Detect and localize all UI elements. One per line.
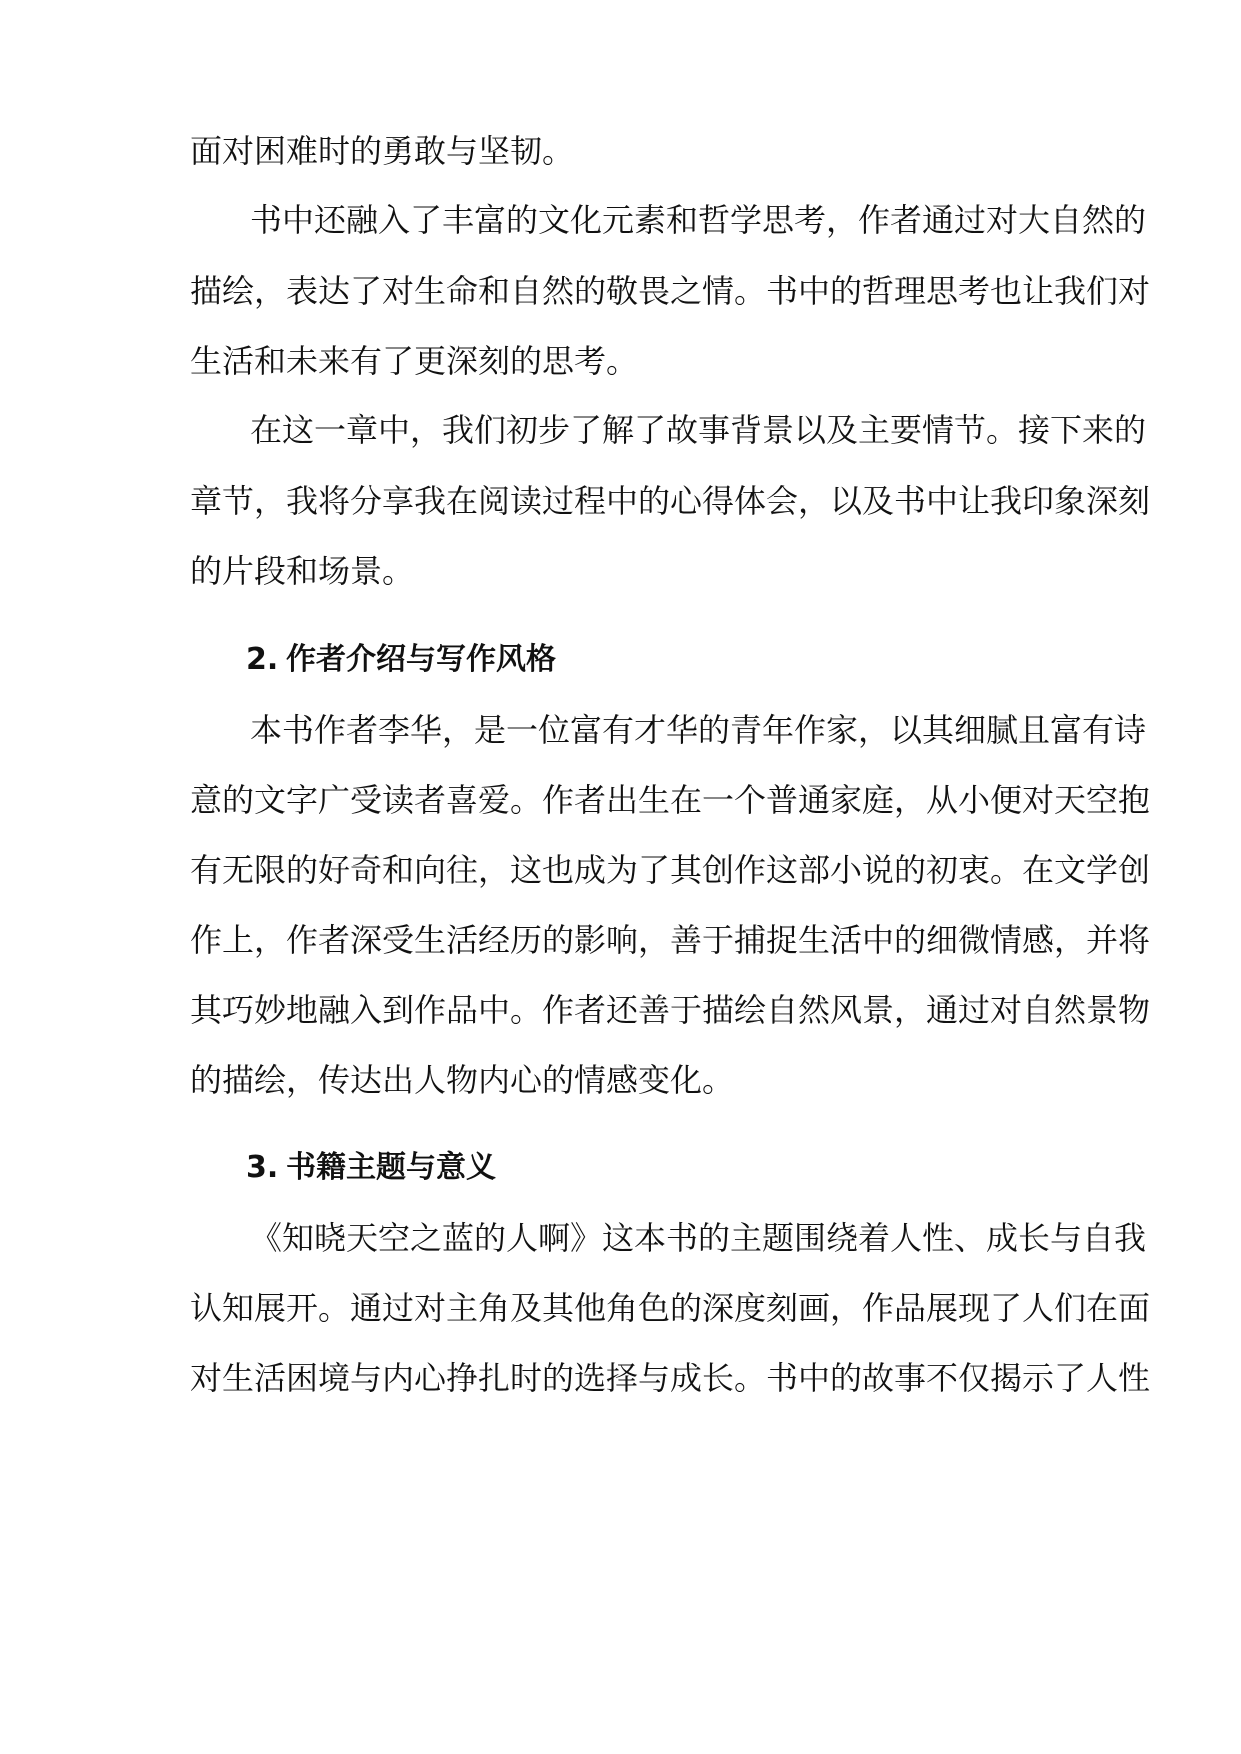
paragraph-line: 意的文字广受读者喜爱。作者出生在一个普通家庭，从小便对天空抱 — [190, 781, 1151, 819]
paragraph-line: 对生活困境与内心挣扎时的选择与成长。书中的故事不仅揭示了人性 — [190, 1359, 1151, 1397]
paragraph-line: 作上，作者深受生活经历的影响，善于捕捉生活中的细微情感，并将 — [190, 921, 1151, 959]
paragraph-line: 描绘，表达了对生命和自然的敬畏之情。书中的哲理思考也让我们对 — [190, 272, 1151, 310]
section-number: 3. — [246, 1150, 279, 1185]
paragraph-line: 本书作者李华，是一位富有才华的青年作家，以其细腻且富有诗 — [250, 711, 1147, 749]
paragraph-line: 的描绘，传达出人物内心的情感变化。 — [190, 1061, 735, 1099]
section-title: 作者介绍与写作风格 — [286, 642, 556, 677]
section-number: 2. — [246, 642, 279, 677]
section-title: 书籍主题与意义 — [286, 1150, 496, 1185]
paragraph-line: 书中还融入了丰富的文化元素和哲学思考，作者通过对大自然的 — [250, 201, 1147, 239]
paragraph-line: 的片段和场景。 — [190, 552, 415, 590]
paragraph-line: 有无限的好奇和向往，这也成为了其创作这部小说的初衷。在文学创 — [190, 851, 1151, 889]
paragraph-line: 章节，我将分享我在阅读过程中的心得体会，以及书中让我印象深刻 — [190, 482, 1151, 520]
paragraph-line: 其巧妙地融入到作品中。作者还善于描绘自然风景，通过对自然景物 — [190, 991, 1151, 1029]
section-heading-author — [246, 640, 556, 680]
paragraph-line: 认知展开。通过对主角及其他角色的深度刻画，作品展现了人们在面 — [190, 1289, 1151, 1327]
paragraph-line: 面对困难时的勇敢与坚韧。 — [190, 132, 575, 170]
paragraph-line: 在这一章中，我们初步了解了故事背景以及主要情节。接下来的 — [250, 411, 1147, 449]
paragraph-line: 生活和未来有了更深刻的思考。 — [190, 342, 639, 380]
section-heading-theme — [246, 1148, 496, 1188]
paragraph-line: 《知晓天空之蓝的人啊》这本书的主题围绕着人性、成长与自我 — [250, 1219, 1147, 1257]
